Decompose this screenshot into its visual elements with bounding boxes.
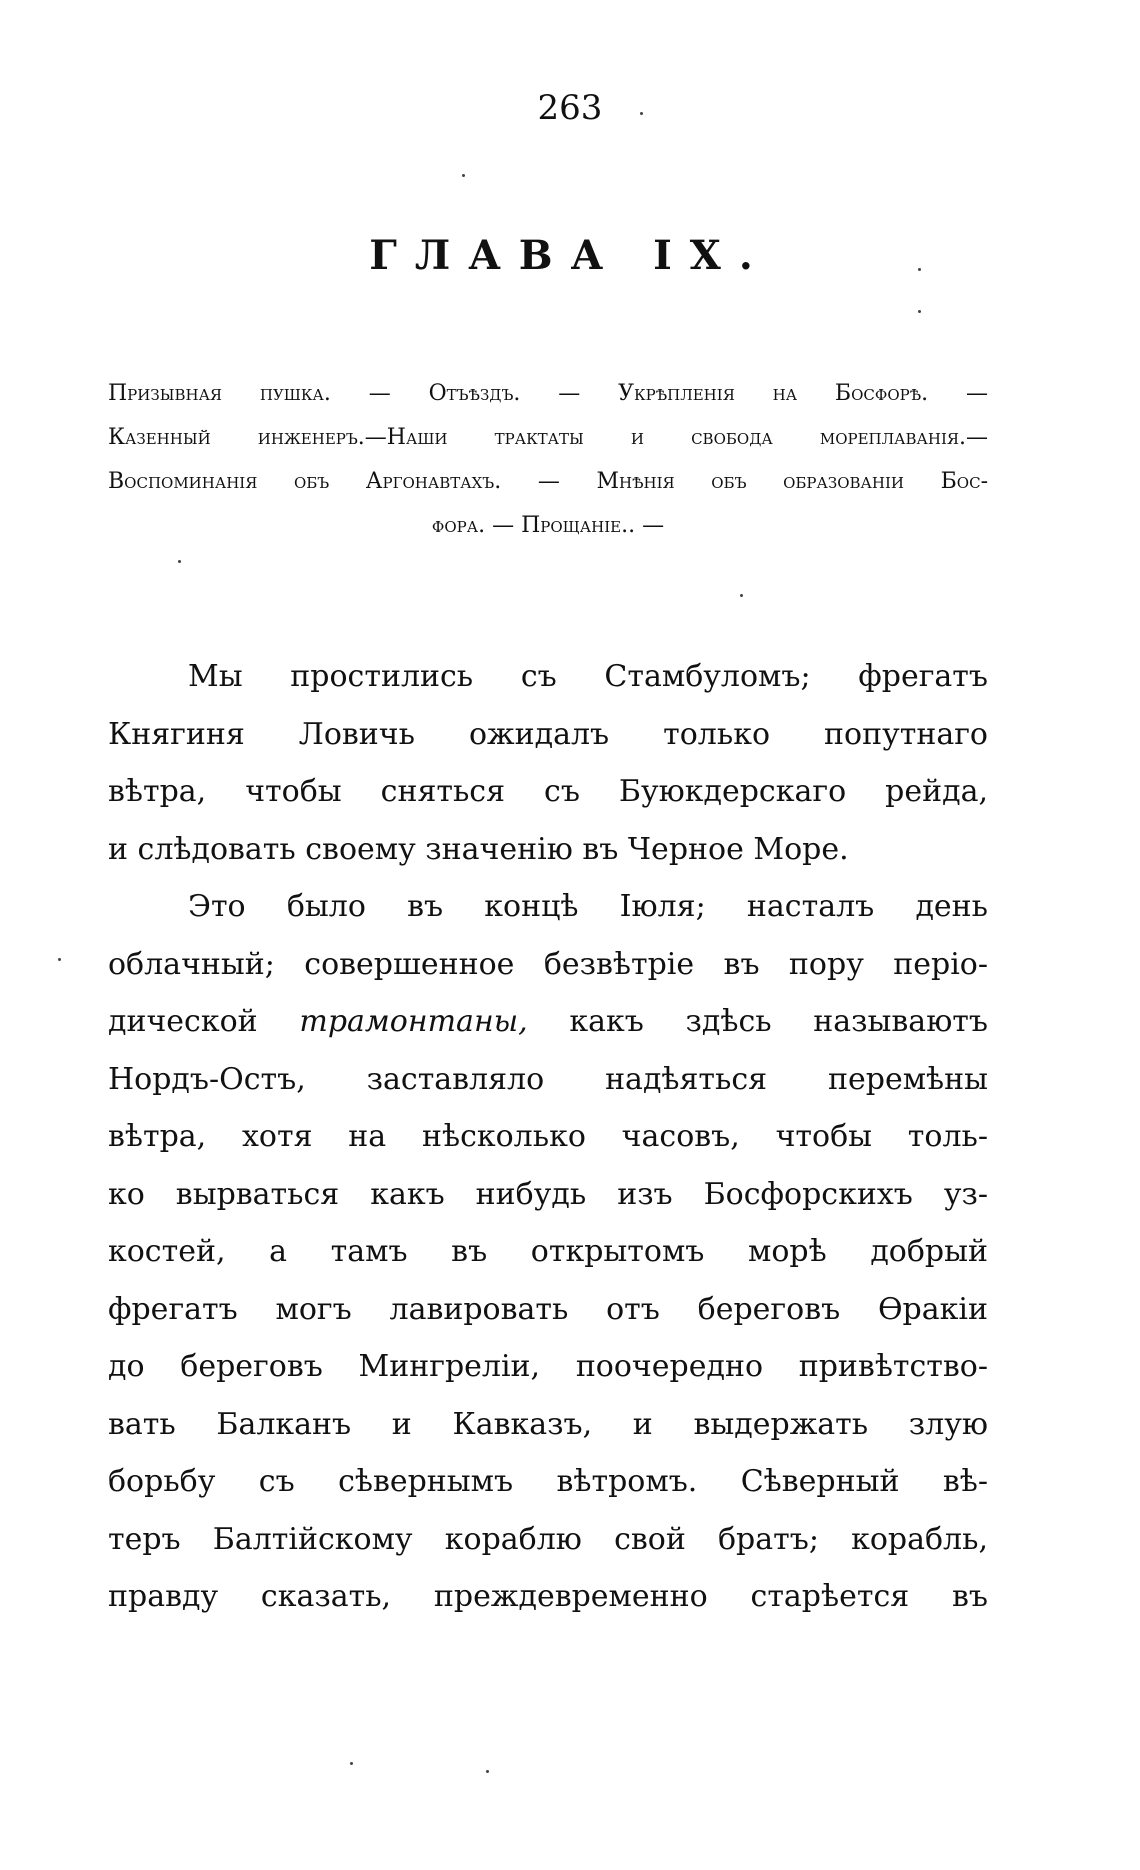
scan-speck (462, 174, 465, 177)
body-text (108, 648, 988, 1626)
scan-speck (640, 112, 643, 115)
text-line: костей, а тамъ въ открытомъ морѣ добрый (108, 1234, 988, 1269)
italic-term: трамонтаны, (299, 1004, 528, 1039)
scan-speck (178, 560, 181, 563)
text-line: теръ Балтійскому кораблю свой братъ; корабль, (108, 1521, 988, 1557)
text-line: Мы простились съ Стамбуломъ; фрегатъ (188, 659, 988, 694)
text-fragment: какъ здѣсь называютъ (569, 1004, 988, 1039)
scan-speck (740, 594, 743, 597)
scan-speck (918, 310, 921, 313)
text-line: Это было въ концѣ Іюля; насталъ день (188, 889, 988, 924)
text-fragment: дической (108, 1004, 258, 1039)
text-line: до береговъ Мингреліи, поочередно привѣтство- (108, 1349, 988, 1384)
chapter-summary (108, 372, 988, 548)
scan-speck (486, 1770, 489, 1773)
chapter-title: ГЛАВА IX. (369, 232, 771, 279)
summary-line: фора. — Прощаніе.. — (431, 513, 665, 538)
text-line (108, 993, 988, 1051)
text-line: вать Балканъ и Кавказъ, и выдержать злую (108, 1406, 988, 1442)
text-line: облачный; совершенное безвѣтріе въ пору періо- (108, 946, 988, 982)
text-line: вѣтра, хотя на нѣсколько часовъ, чтобы толь- (108, 1119, 988, 1154)
text-line: правду сказать, преждевременно старѣется въ (108, 1579, 988, 1614)
scan-speck (58, 958, 61, 961)
summary-line: Воспоминанія объ Аргонавтахъ. — Мнѣнія объ образованіи Бос- (108, 469, 988, 494)
text-line: борьбу съ сѣвернымъ вѣтромъ. Сѣверный вѣ- (108, 1464, 988, 1499)
text-line: Нордъ-Остъ, заставляло надѣяться перемѣны (108, 1061, 988, 1097)
scan-speck (918, 268, 921, 271)
text-line: и слѣдовать своему значенію въ Черное Море. (108, 831, 849, 867)
text-line: вѣтра, чтобы сняться съ Буюкдерскаго рейда, (108, 774, 988, 809)
text-line: Княгиня Ловичь ожидалъ только попутнаго (108, 716, 988, 752)
page-number: 263 (537, 88, 603, 128)
summary-line: Казенный инженеръ.—Наши трактаты и свобода мореплаванія.— (108, 425, 988, 450)
text-line: ко вырваться какъ нибудь изъ Босфорскихъ уз- (108, 1176, 988, 1212)
summary-line: Призывная пушка. — Отъѣздъ. — Укрѣпленія на Босфорѣ. — (108, 381, 988, 406)
scan-speck (350, 1762, 353, 1765)
text-line: фрегатъ могъ лавировать отъ береговъ Ѳракіи (108, 1291, 988, 1327)
